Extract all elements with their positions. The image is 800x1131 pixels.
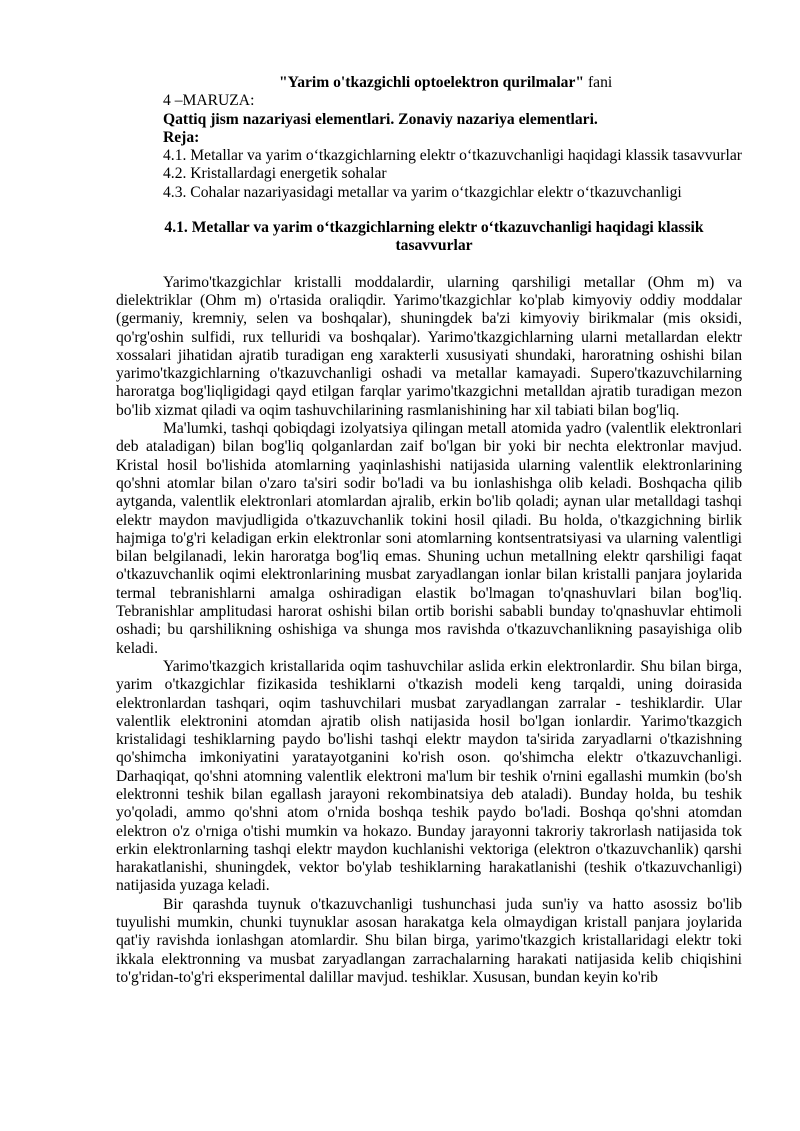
course-suffix: fani (584, 74, 613, 91)
plan-label: Reja: (163, 128, 200, 146)
section-heading-line2: tasavvurlar (395, 237, 473, 255)
lecture-number: 4 –MARUZA: (163, 92, 255, 110)
course-title: "Yarim o'tkazgichli optoelektron qurilmalar" (279, 74, 585, 91)
plan-item-1: 4.1. Metallar va yarim o‘tkazgichlarning elektr o‘tkazuvchanligi haqidagi klassik tasavvurlar (163, 147, 742, 165)
paragraph-4: Bir qarashda tuynuk o'tkazuvchanligi tushunchasi juda sun'iy va hatto asossiz bo'lib tuyulishi mumkin, chunki tuynuklar asosan harakatga kela olmaydigan kristall panjara joylarida qat'iy ravishda ionlashgan atomlardir. Shu bilan birga, yarimo'tkazgich kristallaridagi elektr toki ikkala elektronning va musbat zaryadlangan zarrachalarning harakati natijasida kelib chiqishini to'g'ridan-to'g'ri eksperimental dalillar mavjud. teshiklar. Xususan, bundan keyin ko'rib (116, 895, 742, 986)
section-heading-line1: 4.1. Metallar va yarim o‘tkazgichlarning elektr o‘tkazuvchanligi haqidagi klassik (164, 219, 704, 237)
paragraph-1: Yarimo'tkazgichlar kristalli moddalardir, ularning qarshiligi metallar (Ohm m) va dielektriklar (Ohm m) o'rtasida oraliqdir. Yarimo'tkazgichlar ko'plab kimyoviy oddiy moddalar (germaniy, kremniy, selen va boshqalar), shuningdek ba'zi kimyoviy birikmalar (mis oksidi, qo'rg'oshin sulfidi, rux telluridi va boshqalar). Yarimo'tkazgichlarning ularni metallardan elektr xossalari jihatidan ajratib turadigan eng xarakterli xususiyati shundaki, haroratning oshishi bilan yarimo'tkazgichlarning o'tkazuvchanligi oshadi va metallar kamayadi. Supero'tkazuvchilarning haroratga bog'liqligidagi qayd etilgan farqlar yarimo'tkazgichni metalldan ajratib turadigan mezon bo'lib xizmat qiladi va oqim tashuvchilarining rasmlanishining har xil tabiati bilan bog'liq. (116, 273, 742, 419)
course-title-line (116, 74, 742, 92)
plan-item-2: 4.2. Kristallardagi energetik sohalar (163, 165, 387, 183)
section-heading (116, 219, 742, 256)
plan-item-3: 4.3. Cohalar nazariyasidagi metallar va yarim o‘tkazgichlar elektr o‘tkazuvchanligi (163, 183, 682, 201)
document-page (116, 74, 742, 987)
paragraph-3: Yarimo'tkazgich kristallarida oqim tashuvchilar aslida erkin elektronlardir. Shu bilan birga, yarim o'tkazgichlar fizikasida teshiklarni o'tkazish modeli keng tarqaldi, uning doirasida elektronlardan tashqari, oqim tashuvchilari musbat zaryadlangan zarralar - teshiklardir. Ular valentlik elektronini atomdan ajratib olish natijasida hosil bo'lgan ionlardir. Yarimo'tkazgich kristalidagi teshiklarning paydo bo'lishi tashqi elektr maydon ta'sirida zaryadlarni o'tkazishning qo'shimcha imkoniyatini yaratayotganini ko'rish oson. qo'shimcha elektr o'tkazuvchanligi. Darhaqiqat, qo'shni atomning valentlik elektroni ma'lum bir teshik o'rnini egallashi mumkin (bo'sh elektronni teshik bilan egallash jarayoni rekombinatsiya deb ataladi). Bunday holda, bu teshik yo'qoladi, ammo qo'shni atom o'rnida boshqa teshik paydo bo'ladi. Boshqa qo'shni atomdan elektron o'z o'rniga o'tishi mumkin va hokazo. Bunday jarayonni takroriy takrorlash natijasida tok erkin elektronlarning tashqi elektr maydon kuchlanishi vektoriga (elektron o'tkazuvchanlik) qarshi harakatlanishi, shuningdek, vektor bo'ylab teshiklarning harakatlanishi (teshik o'tkazuvchanligi) natijasida yuzaga keladi. (116, 657, 742, 895)
lecture-topic: Qattiq jism nazariyasi elementlari. Zonaviy nazariya elementlari. (163, 110, 598, 128)
paragraph-2: Ma'lumki, tashqi qobiqdagi izolyatsiya qilingan metall atomida yadro (valentlik elektronlari deb ataladigan) bilan bog'liq qolganlardan zaif bo'lgan bir yoki bir nechta elektronlar mavjud. Kristal hosil bo'lishida atomlarning yaqinlashishi natijasida ularning valentlik elektronlarining qo'shni atomlar bilan o'zaro ta'siri sodir bo'ladi va bu ionlashishga olib keladi. Boshqacha qilib aytganda, valentlik elektronlari atomlardan ajralib, erkin bo'lib qoladi; aynan ular metalldagi tashqi elektr maydon mavjudligida o'tkazuvchanlik tokini hosil qiladi. Bu holda, o'tkazgichning birlik hajmiga to'g'ri keladigan erkin elektronlar soni atomlarning kontsentratsiyasi va ularning valentligi bilan belgilanadi, lekin haroratga bog'liq emas. Shuning uchun metallning elektr qarshiligi faqat o'tkazuvchanlik oqimi elektronlarining musbat zaryadlangan ionlar bilan kristalli panjara joylarida termal tebranishlarni amalga oshiradigan elastik bo'lmagan to'qnashuvlari bilan bog'liq. Tebranishlar amplitudasi harorat oshishi bilan ortib borishi sababli bunday to'qnashuvlar ehtimoli oshadi; bu qarshilikning oshishiga va shunga mos ravishda o'tkazuvchanlikning pasayishiga olib keladi. (116, 420, 742, 657)
